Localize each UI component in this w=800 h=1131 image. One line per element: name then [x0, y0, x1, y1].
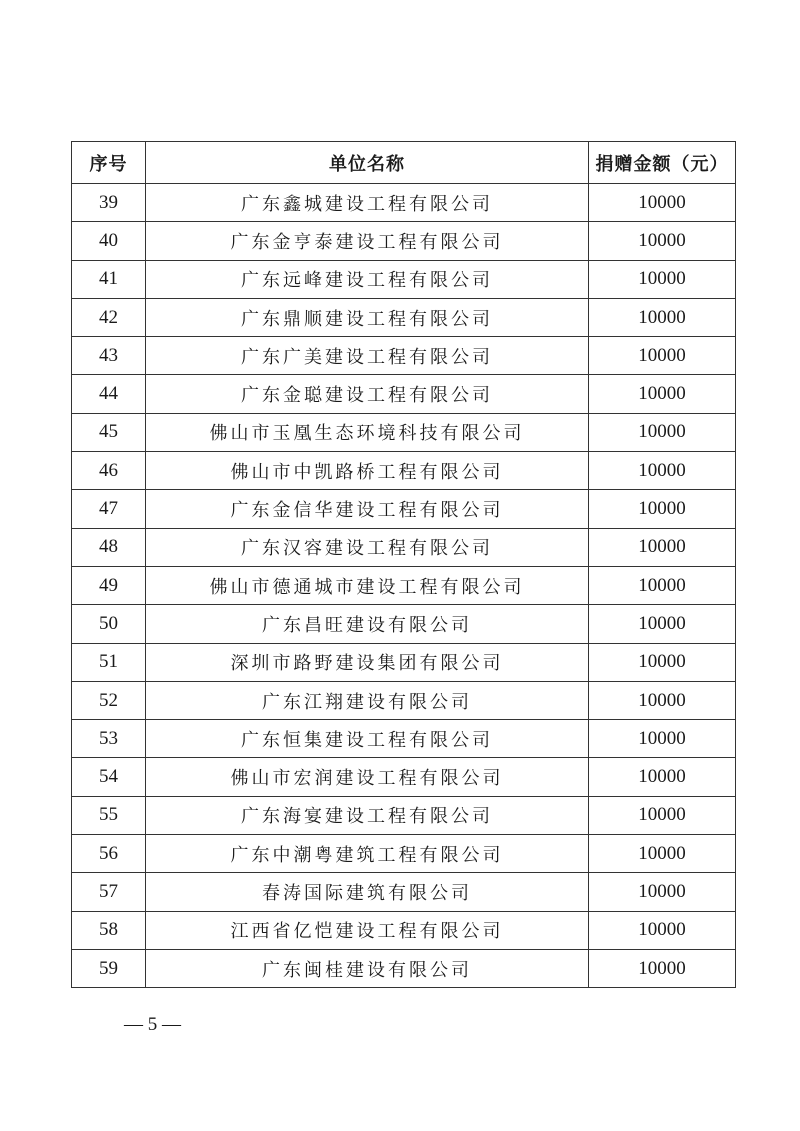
table-row: [72, 796, 736, 834]
row-donation-amount: 10000: [589, 873, 736, 911]
row-serial-number: 41: [72, 260, 146, 298]
row-donation-amount: 10000: [589, 643, 736, 681]
row-serial-number: 52: [72, 681, 146, 719]
table-row: [72, 260, 736, 298]
table-row: [72, 566, 736, 604]
row-donation-amount: 10000: [589, 413, 736, 451]
row-serial-number: 54: [72, 758, 146, 796]
row-donation-amount: 10000: [589, 184, 736, 222]
row-serial-number: 48: [72, 528, 146, 566]
row-company-name: 广东海宴建设工程有限公司: [146, 796, 589, 834]
row-serial-number: 51: [72, 643, 146, 681]
table-row: [72, 720, 736, 758]
table-header-row: [72, 142, 736, 184]
row-company-name: 广东中潮粤建筑工程有限公司: [146, 835, 589, 873]
row-donation-amount: 10000: [589, 911, 736, 949]
row-donation-amount: 10000: [589, 490, 736, 528]
row-serial-number: 47: [72, 490, 146, 528]
row-serial-number: 39: [72, 184, 146, 222]
row-donation-amount: 10000: [589, 949, 736, 987]
row-serial-number: 56: [72, 835, 146, 873]
table-row: [72, 375, 736, 413]
row-company-name: 佛山市玉凰生态环境科技有限公司: [146, 413, 589, 451]
row-donation-amount: 10000: [589, 835, 736, 873]
table-row: [72, 337, 736, 375]
table-row: [72, 758, 736, 796]
table-row: [72, 413, 736, 451]
header-donation-amount: 捐赠金额（元）: [589, 142, 736, 184]
row-company-name: 广东金信华建设工程有限公司: [146, 490, 589, 528]
row-company-name: 佛山市宏润建设工程有限公司: [146, 758, 589, 796]
row-company-name: 广东广美建设工程有限公司: [146, 337, 589, 375]
row-company-name: 佛山市德通城市建设工程有限公司: [146, 566, 589, 604]
header-company-name: 单位名称: [146, 142, 589, 184]
row-serial-number: 59: [72, 949, 146, 987]
table-row: [72, 873, 736, 911]
table-row: [72, 835, 736, 873]
row-company-name: 佛山市中凯路桥工程有限公司: [146, 452, 589, 490]
row-serial-number: 40: [72, 222, 146, 260]
row-donation-amount: 10000: [589, 337, 736, 375]
row-donation-amount: 10000: [589, 566, 736, 604]
row-company-name: 广东昌旺建设有限公司: [146, 605, 589, 643]
table-row: [72, 490, 736, 528]
row-serial-number: 42: [72, 298, 146, 336]
row-company-name: 广东汉容建设工程有限公司: [146, 528, 589, 566]
row-company-name: 深圳市路野建设集团有限公司: [146, 643, 589, 681]
row-company-name: 广东闽桂建设有限公司: [146, 949, 589, 987]
header-serial-number: 序号: [72, 142, 146, 184]
row-donation-amount: 10000: [589, 222, 736, 260]
row-donation-amount: 10000: [589, 796, 736, 834]
table-row: [72, 949, 736, 987]
row-serial-number: 46: [72, 452, 146, 490]
row-donation-amount: 10000: [589, 681, 736, 719]
table-row: [72, 184, 736, 222]
row-donation-amount: 10000: [589, 260, 736, 298]
row-serial-number: 57: [72, 873, 146, 911]
row-donation-amount: 10000: [589, 452, 736, 490]
row-serial-number: 45: [72, 413, 146, 451]
row-serial-number: 53: [72, 720, 146, 758]
table-row: [72, 681, 736, 719]
row-donation-amount: 10000: [589, 605, 736, 643]
table-row: [72, 222, 736, 260]
row-company-name: 广东金亨泰建设工程有限公司: [146, 222, 589, 260]
row-serial-number: 55: [72, 796, 146, 834]
row-donation-amount: 10000: [589, 528, 736, 566]
row-company-name: 广东鑫城建设工程有限公司: [146, 184, 589, 222]
page-number: — 5 —: [124, 1014, 181, 1035]
row-company-name: 广东恒集建设工程有限公司: [146, 720, 589, 758]
row-company-name: 江西省亿恺建设工程有限公司: [146, 911, 589, 949]
row-serial-number: 43: [72, 337, 146, 375]
table-row: [72, 643, 736, 681]
table-row: [72, 298, 736, 336]
table-row: [72, 911, 736, 949]
row-donation-amount: 10000: [589, 375, 736, 413]
table-row: [72, 452, 736, 490]
row-serial-number: 58: [72, 911, 146, 949]
donation-table: [71, 141, 736, 988]
row-donation-amount: 10000: [589, 720, 736, 758]
row-company-name: 广东江翔建设有限公司: [146, 681, 589, 719]
row-serial-number: 44: [72, 375, 146, 413]
table-row: [72, 528, 736, 566]
row-company-name: 广东鼎顺建设工程有限公司: [146, 298, 589, 336]
table-row: [72, 605, 736, 643]
row-donation-amount: 10000: [589, 758, 736, 796]
row-serial-number: 50: [72, 605, 146, 643]
row-company-name: 广东金聪建设工程有限公司: [146, 375, 589, 413]
row-donation-amount: 10000: [589, 298, 736, 336]
row-serial-number: 49: [72, 566, 146, 604]
row-company-name: 广东远峰建设工程有限公司: [146, 260, 589, 298]
row-company-name: 春涛国际建筑有限公司: [146, 873, 589, 911]
